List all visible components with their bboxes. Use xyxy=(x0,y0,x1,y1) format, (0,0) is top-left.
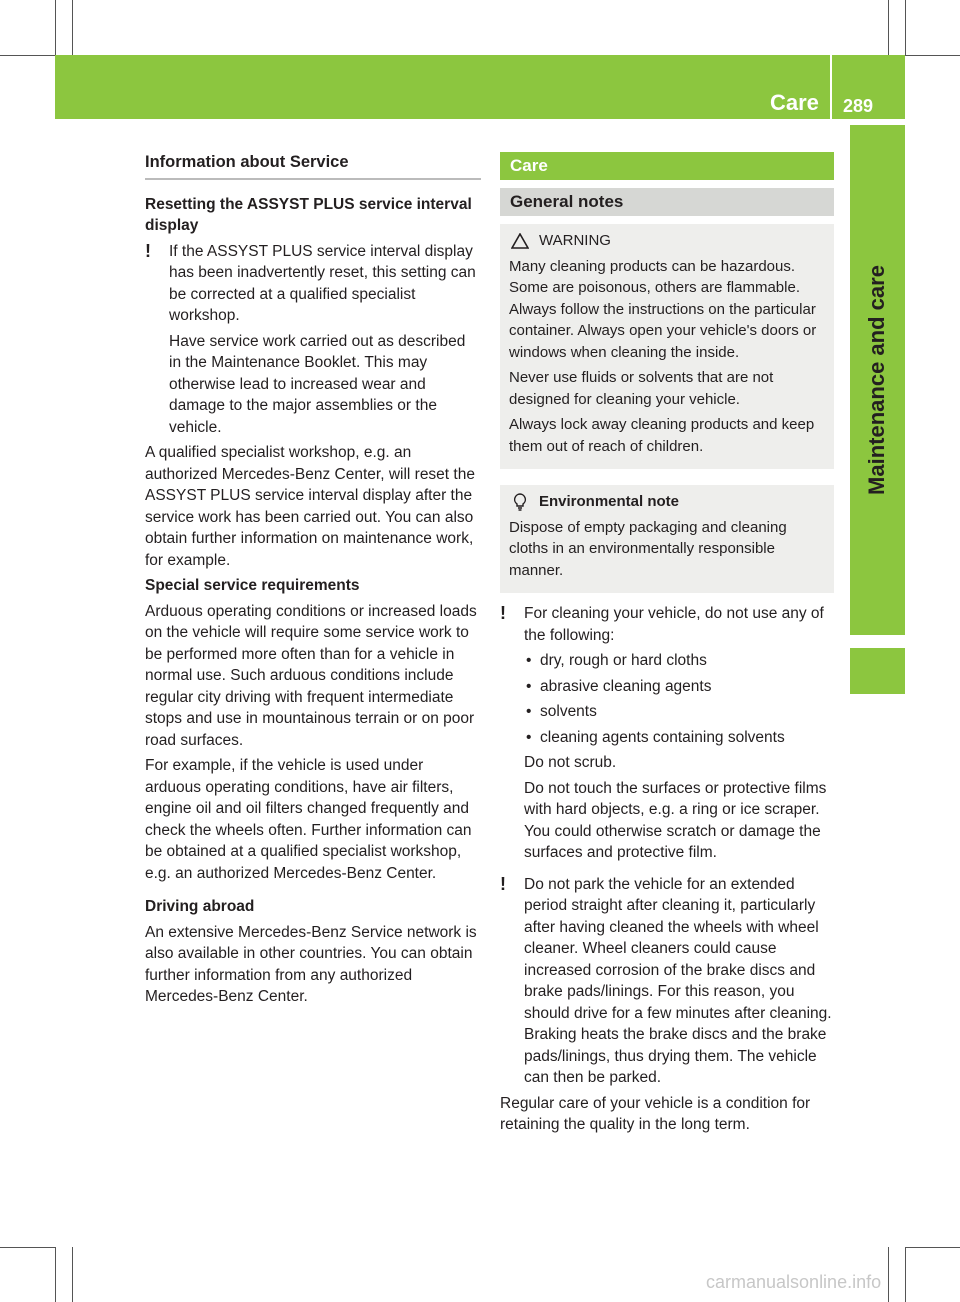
environmental-note-title: Environmental note xyxy=(539,493,680,510)
warning-text: Always lock away cleaning products and keep them out of reach of children. xyxy=(509,416,815,455)
subheading-reset: Resetting the ASSYST PLUS service interval display xyxy=(145,195,472,234)
exclamation-icon: ! xyxy=(500,873,506,894)
notice-text: Have service work carried out as described in the Maintenance Booklet. This may otherwise lead to increased wear and damage to the major assemblies or the vehicle. xyxy=(169,332,466,436)
body-paragraph: An extensive Mercedes-Benz Service network is also available in other countries. You can obtain further information from any authorized Mercedes-Benz Center. xyxy=(145,923,477,1005)
body-paragraph: Regular care of your vehicle is a condition for retaining the quality in the long term. xyxy=(500,1094,811,1133)
notice-text: For cleaning your vehicle, do not use any of the following: xyxy=(524,605,824,644)
list-item: • solvents xyxy=(524,701,834,723)
list-item: • dry, rough or hard cloths xyxy=(524,650,834,672)
subheading-special: Special service requirements xyxy=(145,577,360,594)
exclamation-icon: ! xyxy=(500,603,506,623)
warning-triangle-icon xyxy=(509,233,531,249)
body-paragraph: Arduous operating conditions or increased loads on the vehicle will require some service work to be performed more often than for a vehicle in normal use. Such arduous conditions include regular city driving with frequent intermediate stops and use in mountainous terrain or on poor road surfaces. xyxy=(145,602,477,749)
crop-mark xyxy=(55,1247,56,1302)
left-column xyxy=(145,152,481,1012)
warning-header xyxy=(509,230,825,252)
subsection-title-bar: General notes xyxy=(500,188,834,216)
notice-reset xyxy=(145,241,481,439)
environmental-note-text: Dispose of empty packaging and cleaning cloths in an environmentally responsible manner. xyxy=(509,518,787,579)
bullet-list xyxy=(524,650,834,748)
environmental-note-header xyxy=(509,491,825,513)
section-title-bar: Care xyxy=(500,152,834,180)
crop-mark xyxy=(905,1247,960,1248)
page-number: 289 xyxy=(843,96,874,116)
right-column xyxy=(500,152,834,1140)
warning-text: Never use fluids or solvents that are not designed for cleaning your vehicle. xyxy=(509,369,774,408)
warning-title: WARNING xyxy=(539,232,611,249)
crop-mark xyxy=(888,0,889,55)
header-separator xyxy=(830,55,832,119)
notice-cleaning xyxy=(500,603,834,864)
crop-mark xyxy=(55,0,56,55)
crop-mark xyxy=(0,1247,55,1248)
side-tab-label: Maintenance and care xyxy=(864,265,889,495)
subheading-abroad: Driving abroad xyxy=(145,898,255,915)
warning-box xyxy=(500,224,834,469)
environmental-note-box xyxy=(500,485,834,593)
body-paragraph: A qualified specialist workshop, e.g. an authorized Mercedes-Benz Center, will reset the ASSYST PLUS service interval display after the service work has been carried out. You can also obtain further information on maintenance work, for example. xyxy=(145,444,475,569)
crop-mark xyxy=(905,0,906,55)
crop-mark xyxy=(905,1247,906,1302)
notice-text: If the ASSYST PLUS service interval display has been inadvertently reset, this setting can be corrected at a qualified specialist workshop. xyxy=(169,242,476,324)
notice-parking xyxy=(500,874,834,1089)
notice-text: Do not park the vehicle for an extended period straight after cleaning it, particularly after having cleaned the wheels with wheel cleaner. Wheel cleaners could cause increased corrosion of the brake discs and brake pads/linings. For this reason, you should drive for a few minutes after cleaning. Braking heats the brake discs and the brake pads/linings, thus drying them. The vehicle can then be parked. xyxy=(524,875,832,1086)
crop-mark xyxy=(72,1247,73,1302)
crop-mark xyxy=(888,1247,889,1302)
exclamation-icon: ! xyxy=(145,240,151,261)
watermark: carmanualsonline.info xyxy=(706,1272,882,1292)
page-header-title: Care xyxy=(770,90,819,115)
notice-text: Do not scrub. xyxy=(524,754,617,771)
crop-mark xyxy=(905,55,960,56)
list-item: • abrasive cleaning agents xyxy=(524,676,834,698)
notice-text: Do not touch the surfaces or protective films with hard objects, e.g. a ring or ice scraper. You could otherwise scratch or damage the surfaces and protective film. xyxy=(524,779,827,861)
body-paragraph: For example, if the vehicle is used under arduous operating conditions, have air filters, engine oil and oil filters changed frequently and check the wheels often. Further information can be obtained at a qualified specialist workshop, e.g. an authorized Mercedes-Benz Center. xyxy=(145,757,472,882)
warning-text: Many cleaning products can be hazardous. Some are poisonous, others are flammable. Always follow the instructions on the particular container. Always open your vehicle's doors or windows when cleaning the inside. xyxy=(509,257,817,361)
crop-mark xyxy=(72,0,73,55)
side-tab-marker xyxy=(850,648,905,694)
lightbulb-icon xyxy=(509,493,531,511)
list-item: • cleaning agents containing solvents xyxy=(524,727,834,749)
crop-mark xyxy=(0,55,55,56)
section-heading: Information about Service xyxy=(145,152,481,180)
